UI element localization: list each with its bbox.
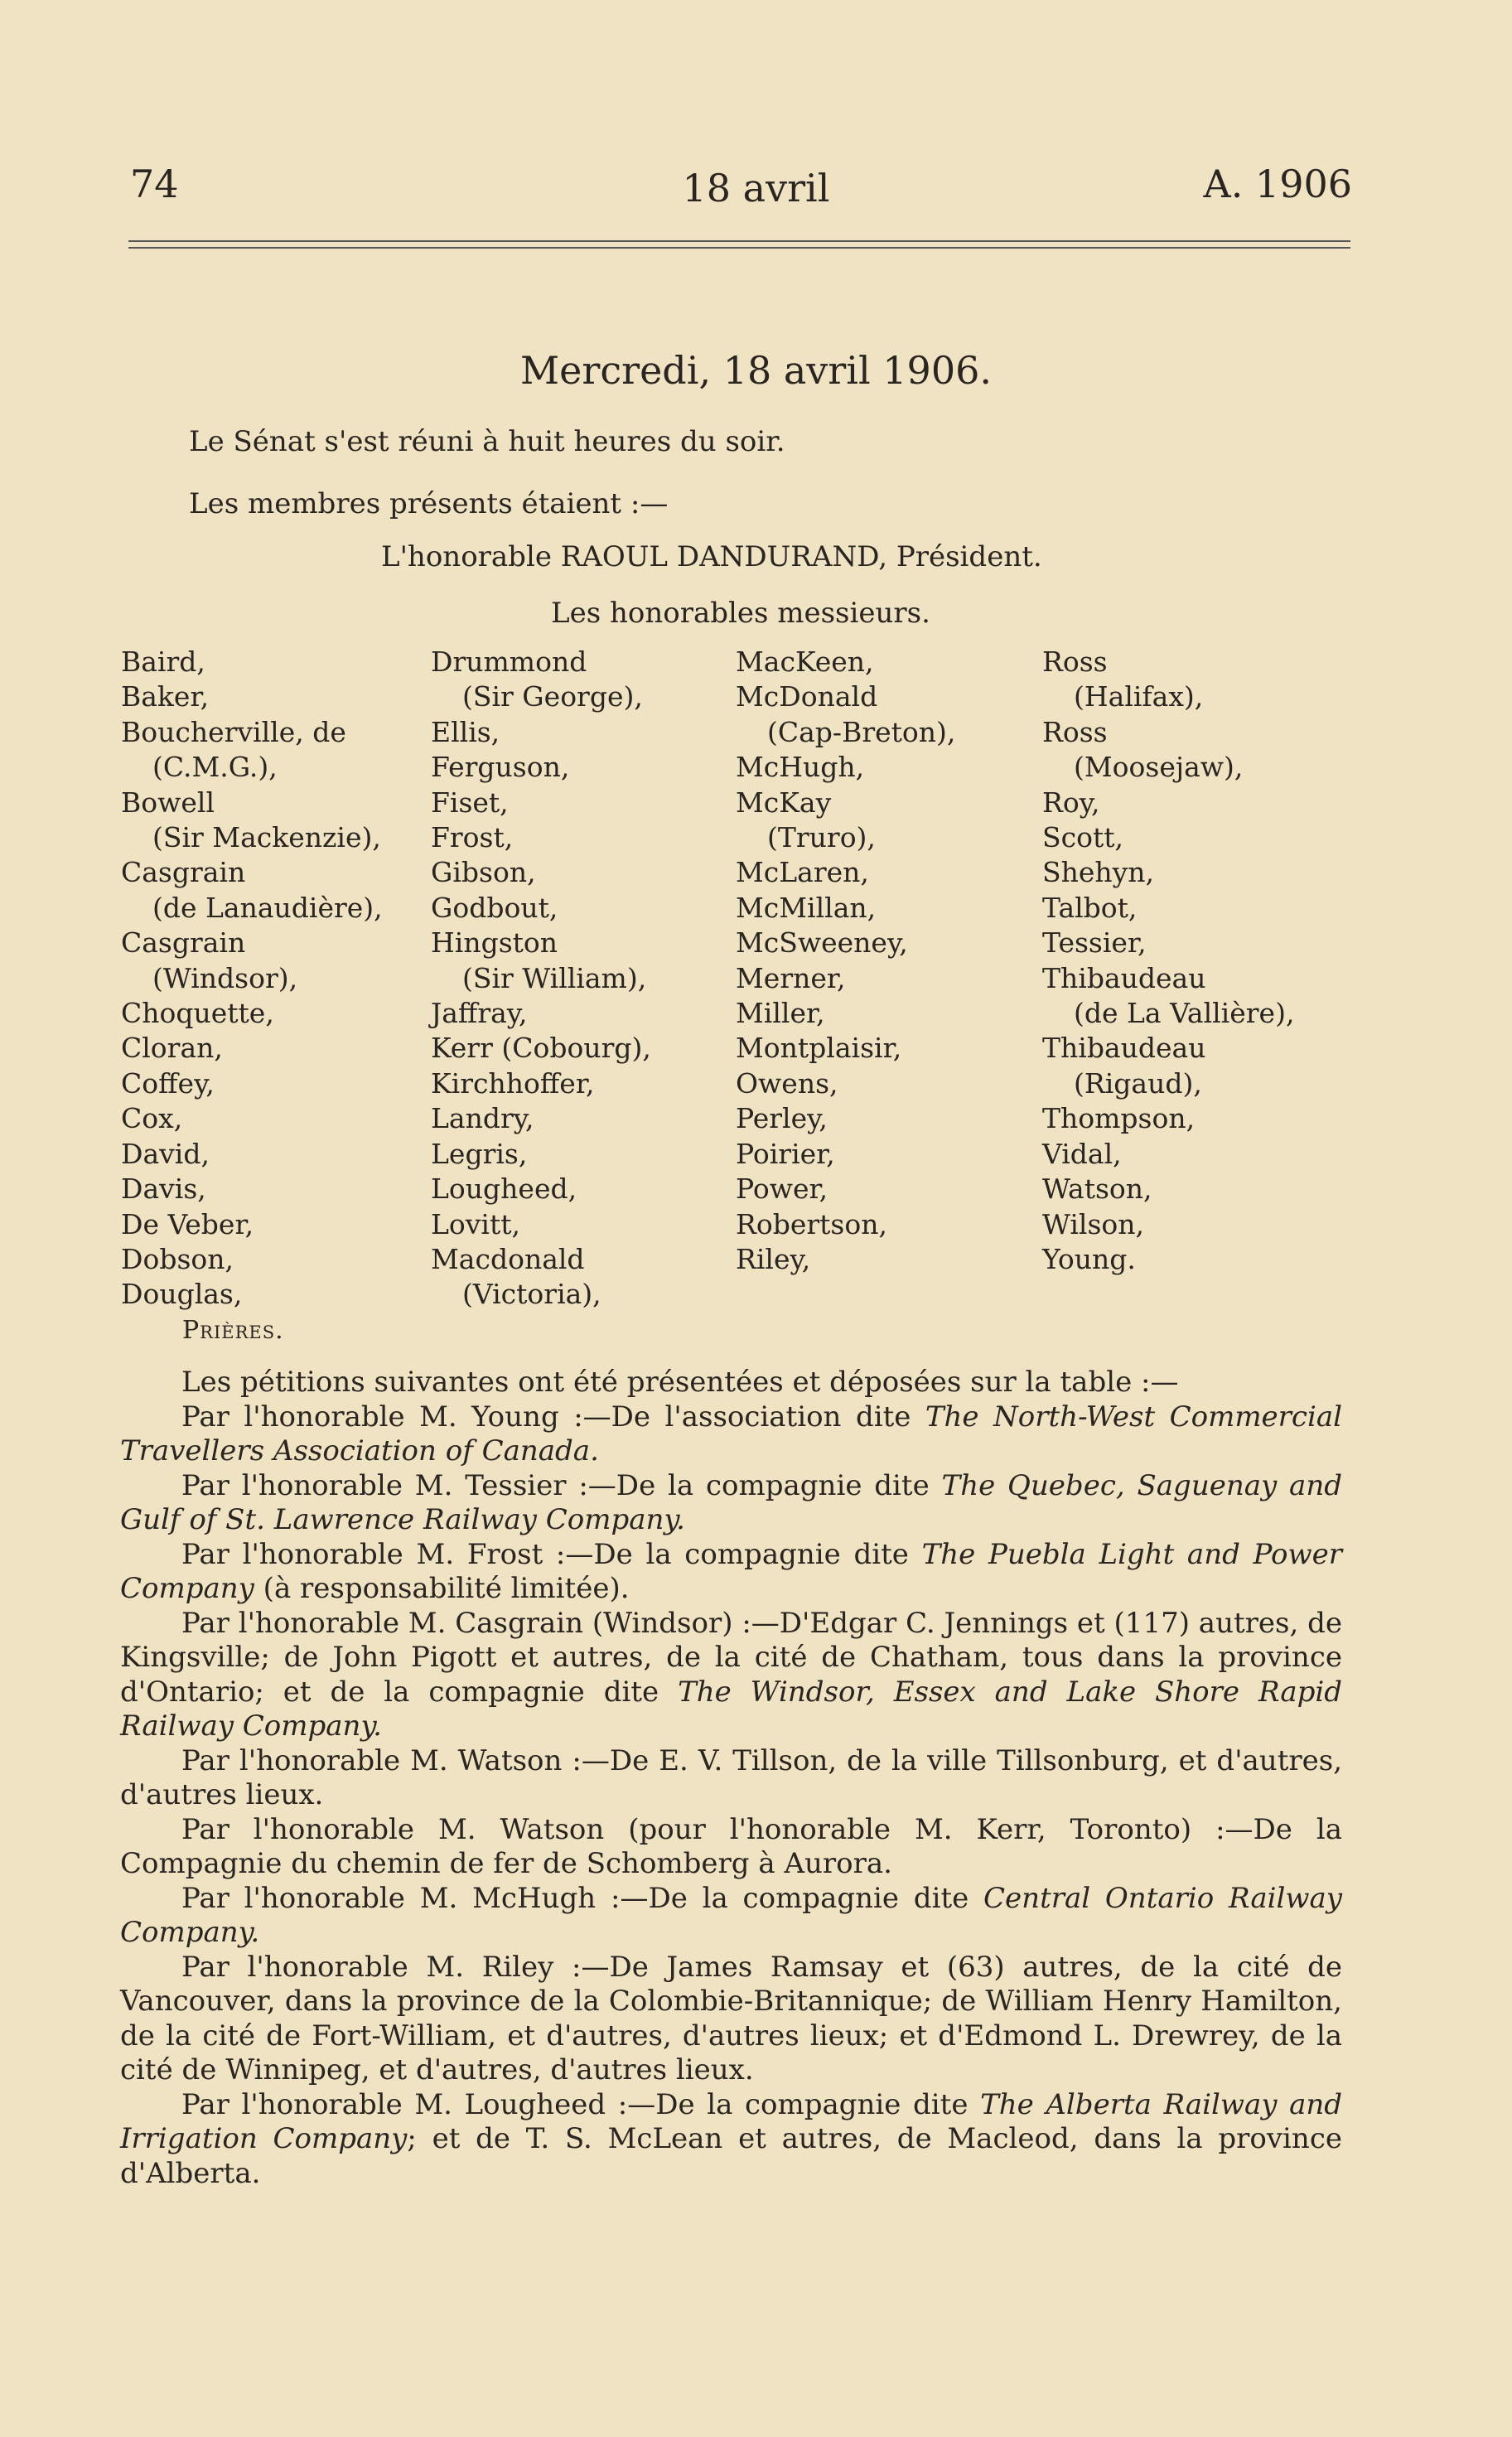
member-name: Wilson, (1042, 1207, 1144, 1240)
member-name: Drummond (431, 646, 587, 678)
header-year: A. 1906 (1203, 162, 1352, 206)
member-name: Shehyn, (1042, 856, 1155, 889)
member-name: Baird, (121, 646, 205, 678)
member-name: Thibaudeau (1042, 1032, 1206, 1065)
member-name: Thibaudeau (1042, 961, 1206, 994)
member-name: Ferguson, (431, 751, 570, 784)
petition-young: Par l'honorable M. Young :—De l'association dite The North-West Commercial Travellers Association of Canada. (120, 1400, 1342, 1468)
member-name: Casgrain (121, 856, 246, 889)
member-name: Perley, (736, 1102, 828, 1135)
petition-watson-2: Par l'honorable M. Watson (pour l'honorable M. Kerr, Toronto) :—De la Compagnie du chemin de fer de Schomberg à Aurora. (120, 1812, 1342, 1880)
member-name: Scott, (1042, 821, 1123, 854)
member-name: Tessier, (1042, 926, 1147, 960)
member-name: (Truro), (767, 821, 876, 854)
petition-lougheed: Par l'honorable M. Lougheed :—De la compagnie dite The Alberta Railway and Irrigation Company; et de T. S. McLean et autres, de Macleod, dans la province d'Alberta. (120, 2087, 1343, 2190)
header-date: 18 avril (682, 166, 830, 210)
member-name: Legris, (431, 1137, 528, 1170)
member-name: (Cap-Breton), (767, 715, 956, 748)
member-name: (Sir William), (462, 961, 647, 994)
member-name: McKay (736, 786, 832, 819)
petitions-intro: Les pétitions suivantes ont été présentées et déposées sur la table :— (181, 1366, 1179, 1399)
member-name: Thompson, (1042, 1102, 1196, 1135)
member-name: Montplaisir, (736, 1032, 902, 1065)
member-name: Douglas, (121, 1278, 243, 1311)
member-name: Roy, (1042, 786, 1100, 819)
member-name: McMillan, (736, 891, 877, 924)
members-column-1 (121, 645, 383, 1313)
member-name: (de Lanaudière), (152, 891, 383, 924)
member-name: McSweeney, (736, 926, 908, 960)
member-name: Frost, (431, 821, 514, 854)
member-name: Miller, (736, 997, 825, 1030)
member-name: Watson, (1042, 1173, 1152, 1206)
member-name: Lougheed, (431, 1173, 577, 1206)
member-name: Landry, (431, 1102, 534, 1135)
member-name: (Sir Mackenzie), (152, 821, 381, 854)
petition-tessier: Par l'honorable M. Tessier :—De la compagnie dite The Quebec, Saguenay and Gulf of St. Lawrence Railway Company. (120, 1468, 1342, 1536)
member-name: (Windsor), (152, 961, 298, 994)
member-name: Davis, (121, 1173, 206, 1206)
member-name: Ellis, (431, 715, 500, 748)
member-name: David, (121, 1137, 210, 1170)
member-name: Fiset, (431, 786, 509, 819)
member-name: Lovitt, (431, 1207, 520, 1240)
member-name: Vidal, (1042, 1137, 1122, 1170)
member-name: Boucherville, de (121, 715, 346, 748)
session-title: Mercredi, 18 avril 1906. (520, 348, 992, 393)
member-name: (de La Vallière), (1074, 997, 1295, 1030)
petition-mchugh: Par l'honorable M. McHugh :—De la compagnie dite Central Ontario Railway Company. (120, 1881, 1342, 1949)
member-name: Riley, (736, 1242, 811, 1275)
member-name: Casgrain (121, 926, 246, 960)
members-column-3 (736, 645, 955, 1277)
header-rule-top (128, 240, 1350, 242)
petitions-section (120, 1366, 1342, 2191)
members-column-4 (1042, 645, 1294, 1277)
member-name: Macdonald (431, 1242, 585, 1275)
president-line: L'honorable RAOUL DANDURAND, Président. (381, 540, 1042, 573)
petition-watson-1: Par l'honorable M. Watson :—De E. V. Tillson, de la ville Tillsonburg, et d'autres, d'autres lieux. (120, 1743, 1342, 1811)
member-name: Choquette, (121, 997, 274, 1030)
member-name: Ross (1042, 715, 1108, 748)
member-name: Merner, (736, 961, 846, 994)
member-name: Bowell (121, 786, 215, 819)
member-name: (Moosejaw), (1074, 751, 1244, 784)
member-name: De Veber, (121, 1207, 254, 1240)
member-name: MacKeen, (736, 646, 874, 678)
member-name: Baker, (121, 680, 210, 713)
member-name: Cloran, (121, 1032, 223, 1065)
member-name: Poirier, (736, 1137, 835, 1170)
member-name: Robertson, (736, 1207, 887, 1240)
member-name: Jaffray, (431, 997, 528, 1030)
header-rule-bottom (128, 247, 1350, 249)
member-name: McHugh, (736, 751, 865, 784)
members-column-2 (431, 645, 651, 1313)
petition-casgrain: Par l'honorable M. Casgrain (Windsor) :—D'Edgar C. Jennings et (117) autres, de Kingsville; de John Pigott et autres, de la cité de Chatham, tous dans la province d'Ontario; et de la compagnie dite The Windsor, Essex and Lake Shore Rapid Railway Company. (120, 1606, 1342, 1743)
petition-riley: Par l'honorable M. Riley :—De James Ramsay et (63) autres, de la cité de Vancouver, dans la province de la Colombie-Britannique; de William Henry Hamilton, de la cité de Fort-William, et d'autres, d'autres lieux; et d'Edmond L. Drewrey, de la cité de Winnipeg, et d'autres, d'autres lieux. (120, 1950, 1342, 2086)
member-name: Ross (1042, 646, 1108, 678)
session-opening: Le Sénat s'est réuni à huit heures du soir. (189, 425, 785, 458)
member-name: Kirchhoffer, (431, 1066, 595, 1100)
member-name: Godbout, (431, 891, 558, 924)
prayers-heading: Prières. (182, 1316, 284, 1345)
member-name: Gibson, (431, 856, 536, 889)
member-name: Owens, (736, 1066, 838, 1100)
petition-frost: Par l'honorable M. Frost :—De la compagnie dite The Puebla Light and Power Company (à responsabilité limitée). (120, 1537, 1342, 1605)
member-name: McDonald (736, 680, 878, 713)
member-name: Dobson, (121, 1242, 234, 1275)
member-name: Coffey, (121, 1066, 215, 1100)
members-present-heading: Les membres présents étaient :— (189, 487, 669, 520)
member-name: Hingston (431, 926, 558, 960)
member-name: (Halifax), (1074, 680, 1204, 713)
member-name: (C.M.G.), (152, 751, 278, 784)
member-name: (Sir George), (462, 680, 643, 713)
member-name: Young. (1042, 1242, 1136, 1275)
honorables-heading: Les honorables messieurs. (551, 597, 930, 630)
member-name: Kerr (Cobourg), (431, 1032, 651, 1065)
member-name: Talbot, (1042, 891, 1138, 924)
page-number: 74 (130, 162, 179, 206)
member-name: McLaren, (736, 856, 869, 889)
member-name: Power, (736, 1173, 828, 1206)
member-name: (Rigaud), (1074, 1066, 1202, 1100)
member-name: Cox, (121, 1102, 183, 1135)
member-name: (Victoria), (462, 1278, 601, 1311)
